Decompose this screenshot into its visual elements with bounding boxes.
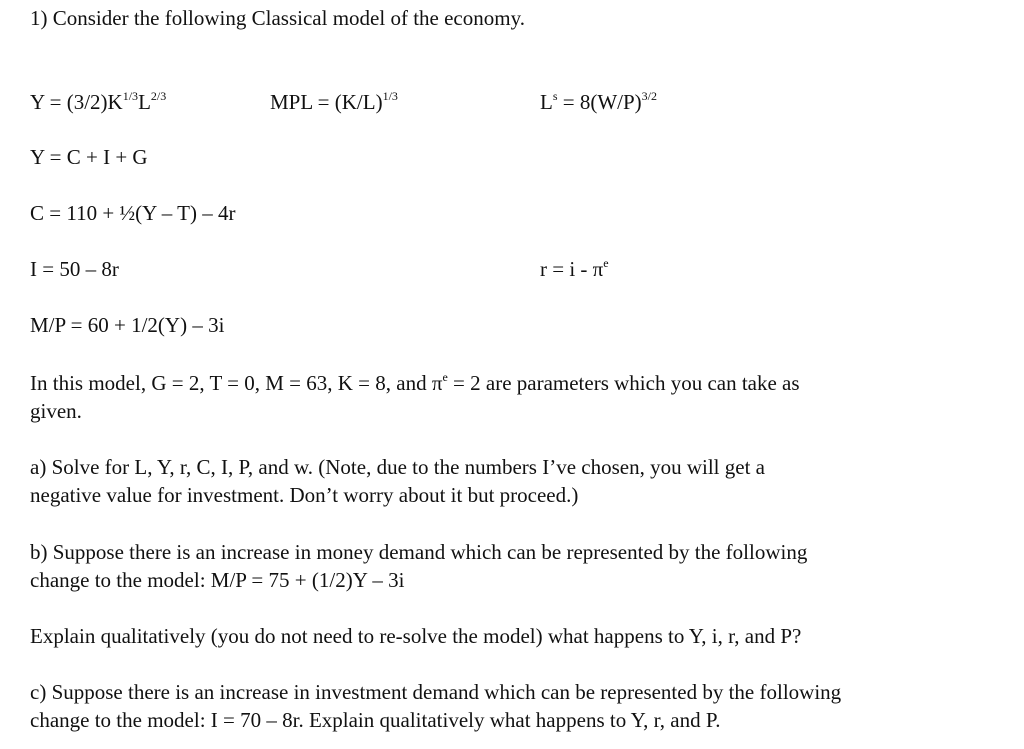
parameters-line-2: given.: [30, 399, 82, 423]
mpl-equation: [270, 89, 398, 114]
production-exp-k: 1/3: [122, 89, 139, 103]
part-a-line-2: negative value for investment. Don’t worry about it but proceed.): [30, 483, 579, 507]
production-function: [30, 89, 167, 114]
question-heading: 1) Consider the following Classical model of the economy.: [30, 6, 525, 30]
part-b-line-1: b) Suppose there is an increase in money demand which can be represented by the following: [30, 540, 808, 564]
part-c-paragraph: [30, 678, 995, 734]
labor-supply-equation: [540, 89, 658, 114]
parameters-exp: e: [442, 370, 448, 384]
mpl-base: MPL = (K/L): [270, 90, 383, 114]
parameters-line-1: [30, 369, 995, 397]
production-exp-l: 2/3: [150, 89, 167, 103]
fisher-exp: e: [603, 256, 609, 270]
identity-equation: Y = C + I + G: [30, 145, 148, 169]
part-c-line-2: change to the model: I = 70 – 8r. Explain qualitatively what happens to Y, r, and P.: [30, 708, 721, 732]
production-mid: L: [138, 90, 151, 114]
part-b-paragraph: [30, 538, 995, 594]
parameters-paragraph: [30, 369, 995, 425]
labor-supply-s: s: [552, 89, 558, 103]
money-demand-equation: M/P = 60 + 1/2(Y) – 3i: [30, 313, 225, 337]
part-b-question: [30, 622, 995, 650]
investment-equation: I = 50 – 8r: [30, 257, 119, 281]
labor-supply-base: L: [540, 90, 553, 114]
parameters-text-before: In this model, G = 2, T = 0, M = 63, K = 8, and π: [30, 371, 443, 395]
parameters-text-after: = 2 are parameters which you can take as: [447, 371, 800, 395]
part-c-line-1: c) Suppose there is an increase in investment demand which can be represented by the following: [30, 680, 842, 704]
part-b-line-2: change to the model: M/P = 75 + (1/2)Y – 3i: [30, 568, 405, 592]
part-a-paragraph: [30, 453, 995, 509]
labor-supply-rest: = 8(W/P): [557, 90, 642, 114]
mpl-exp: 1/3: [382, 89, 398, 103]
part-a-line-1: a) Solve for L, Y, r, C, I, P, and w. (Note, due to the numbers I’ve chosen, you will get a: [30, 455, 765, 479]
part-b-line-3: Explain qualitatively (you do not need to re-solve the model) what happens to Y, i, r, and P?: [30, 624, 802, 648]
fisher-base: r = i - π: [540, 257, 604, 281]
production-base: Y = (3/2)K: [30, 90, 123, 114]
labor-supply-exp: 3/2: [641, 89, 658, 103]
fisher-equation: [540, 256, 609, 281]
consumption-equation: C = 110 + ½(Y – T) – 4r: [30, 201, 236, 225]
